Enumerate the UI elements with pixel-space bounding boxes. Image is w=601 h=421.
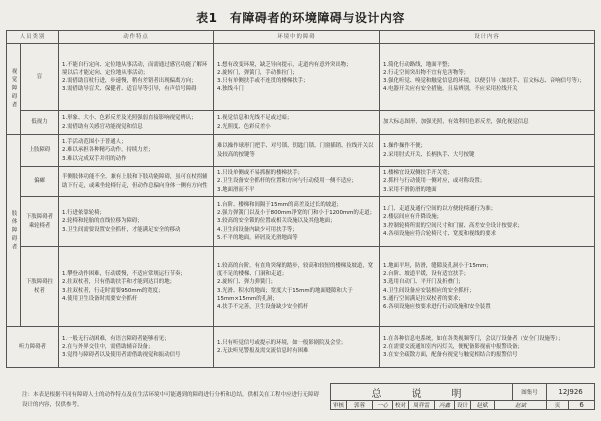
row-design: 1.门、走道及通行空间的以方便轮椅通行为准； 2.楼层间应有升降设施； 3.控制轮椅所需的空间尺寸和门窗、高差安全设计按要求； 4.各项设施应符合轮椅尺寸、宽度和视线的要求 — [380, 197, 595, 247]
design-label: 设计 — [455, 401, 471, 410]
table-row — [7, 135, 595, 167]
atlas-label: 图集号 — [513, 384, 547, 401]
table-note: 注：本表是根据不同有障碍人士的动作特点及在生活环境中可能遇到的障碍进行分析和总结，供相关在工程中应进行无障碍设计的内容，仅供参考。 — [22, 392, 320, 408]
row-design: 1.在各种信息电系统，如在各类视频等门，会议厅设备者（安全门设施等）； 2.在需要交流通知室内闪灯关，便配备影视前中报警设备； 3.在安全疏散方面，配备有视觉与触觉相结合的报警信号 — [380, 327, 595, 368]
row-category: 下肢障碍拄杖者 — [21, 247, 59, 327]
designer-name: 赵斌 — [471, 401, 495, 410]
row-barriers: 1.较高的台阶，有直角突缘的踏步，较高和较短的楼梯及坡道，宽度不足的楼梯、门洞和走道； 2.旋转门、弹力弹簧门； 3.光滑、积水的地面；宽度大于15mm的地面缝隙和大于15mm×15mm的孔洞； 4.扶手不完善，卫生设备缺少安全抓杆 — [214, 247, 380, 327]
row-design: 加大标志图形，加强光照，有效利用色彩反差，强化视觉信息 — [380, 111, 595, 135]
header-features: 动作特点 — [59, 31, 214, 44]
group-label-physical: 肢体障碍者 — [7, 135, 21, 327]
row-design: 1.操作操作不便； 2.采用肘式开关、长柄执手、大号按键 — [380, 135, 595, 167]
table-row — [7, 327, 595, 368]
row-category: 听力障碍者 — [7, 327, 59, 368]
table-row — [7, 111, 595, 135]
header-category: 人员类别 — [7, 31, 59, 44]
table-row — [7, 247, 595, 327]
row-barriers: 1.只有听觉信号或提示的环境，如一般影剧院及会堂； 2.无法听见警报及需交流信息时有困难 — [214, 327, 380, 368]
table-header-row — [7, 31, 595, 44]
row-design: 1.简化行动路线，地面平整； 2.行走空间突出物不宜有危害物等； 3.强化听觉、嗅觉和触觉信息的环境，以便引导（如扶手、盲文标志、音响信号等）； 4.电器开关应有安全措施，且易辨别，不应采用拉线开关 — [380, 44, 595, 111]
row-category: 下肢障碍者乘轮椅者 — [21, 197, 59, 247]
row-category: 上肢障碍 — [21, 135, 59, 167]
check-label: 校对 — [393, 401, 409, 410]
row-barriers: 1.想有改变环境，缺乏导向提示，走道内有意外突出物； 2.旋转门，弹簧门，手动推拉门； 3.只有单侧扶手或不连贯的楼梯扶手； 4.独线斗门 — [214, 44, 380, 111]
row-features: 1.一般无行动困难，有语言障碍者能够看见； 2.在与外界交往中，需借助辅音设备； 3.觉得与障碍者以及使用者需借助视觉和振动信号 — [59, 327, 214, 368]
row-category: 盲 — [21, 44, 59, 111]
reviewer-signature: 一心 — [373, 401, 393, 410]
designer-signature: 赵斌 — [495, 401, 547, 410]
row-category: 低视力 — [21, 111, 59, 135]
row-features: 1.手活动范围小于普通人； 2.难以承担各种精巧动作，持续力差； 3.难以完成双手并用的动作 — [59, 135, 214, 167]
title-block — [330, 383, 595, 410]
table-title: 表1 有障碍者的环境障碍与设计内容 — [196, 11, 405, 25]
row-design: 1.楼梯宜设双侧扶手开关宽； 2.抓杆与行动使用一侧对应，或对称设置； 3.采用不滑防滑的地面 — [380, 167, 595, 197]
group-label-visual: 视觉障碍者 — [7, 44, 21, 135]
row-barriers: 1.台阶、楼梯和间隔于15mm的高差及过长的坡道； 2.强力弹簧门以及小于800mm净宽的门和小于1200mm的走道； 3.较高的安全锁的位置或相关设施以及其他地面； 4.卫生间设备内缺少可用扶手等； 5.不平的地面，碎屑及光滑地面等 — [214, 197, 380, 247]
row-barriers: 1.视觉信息和光线不足或过暗； 2.光照度、色彩反差小 — [214, 111, 380, 135]
header-barriers: 环境中的障碍 — [214, 31, 380, 44]
row-design: 1.地面平坦，防滑，缝隙及孔洞小于15mm； 2.台阶、坡道平缓，设有适宜扶手； 3.选用自动门、平开门及折叠门； 4.卫生间设备应安装相应的安全抓杆； 5.通行空间满足拄双杖者的要求； 6.各项设施应按要求进行行动设施和安全装置 — [380, 247, 595, 327]
checker-name: 周祥雷 — [409, 401, 435, 410]
row-barriers: 1.只设单侧或不易抓握的楼梯扶手； 2.卫生设备安全抓杆的位置和方向与行动使用一侧不适应； 3.地面滑而不平 — [214, 167, 380, 197]
sheet-title: 总 说 明 — [331, 384, 513, 401]
header-design: 设计内容 — [380, 31, 595, 44]
row-features: 1.攀登动作困难，行动缓慢，不适应常规运行节奏； 2.拄双杖者，只有借助扶手和才能到达目的地； 3.拄双杖者，行走时需要950mm的宽度； 4.使用卫生设备时需要安全抓杆 — [59, 247, 214, 327]
row-features: 1.不能自行定向、定位地从事活动，而需通过感官功能了解环境以后才能定向、定位地从事活动； 2.需借助盲杖行进，步速慢，稍有差错者出现偏离方向； 3.需借助导盲犬、保健者、适盲导等引导，有声信号障碍 — [59, 44, 214, 111]
row-barriers: 难以操作球形门把手、对号锁、钥匙门锁、门窗插销、拉线开关以及较高的按键等 — [214, 135, 380, 167]
row-features: 半侧肢体功能不全，兼有上肢和下肢功能障碍，虽可在杖拐辅助下行走，或乘坐轮椅行走，但动作总偏向身体一侧有方向性 — [59, 167, 214, 197]
barrier-table — [6, 30, 595, 368]
row-category: 偏瘫 — [21, 167, 59, 197]
table-row — [7, 44, 595, 111]
row-features: 1.形象、大小、色彩反差及光照强弱直接影响视觉辨认； 2.需借助有关感官功能视觉和信息 — [59, 111, 214, 135]
reviewer-name: 郭蓉 — [347, 401, 373, 410]
review-label: 审核 — [331, 401, 347, 410]
checker-signature: 冯鑫 — [435, 401, 455, 410]
page-number: 6 — [569, 401, 595, 410]
page-label: 页 — [547, 401, 569, 410]
table-row — [7, 197, 595, 247]
table-row — [7, 167, 595, 197]
atlas-number: 12J926 — [547, 384, 595, 401]
row-features: 1.行进依靠轮椅； 2.轮椅和轮胎的直线位移为障碍； 3.卫生间需要设置安全抓杆，才能满足安全的移动 — [59, 197, 214, 247]
